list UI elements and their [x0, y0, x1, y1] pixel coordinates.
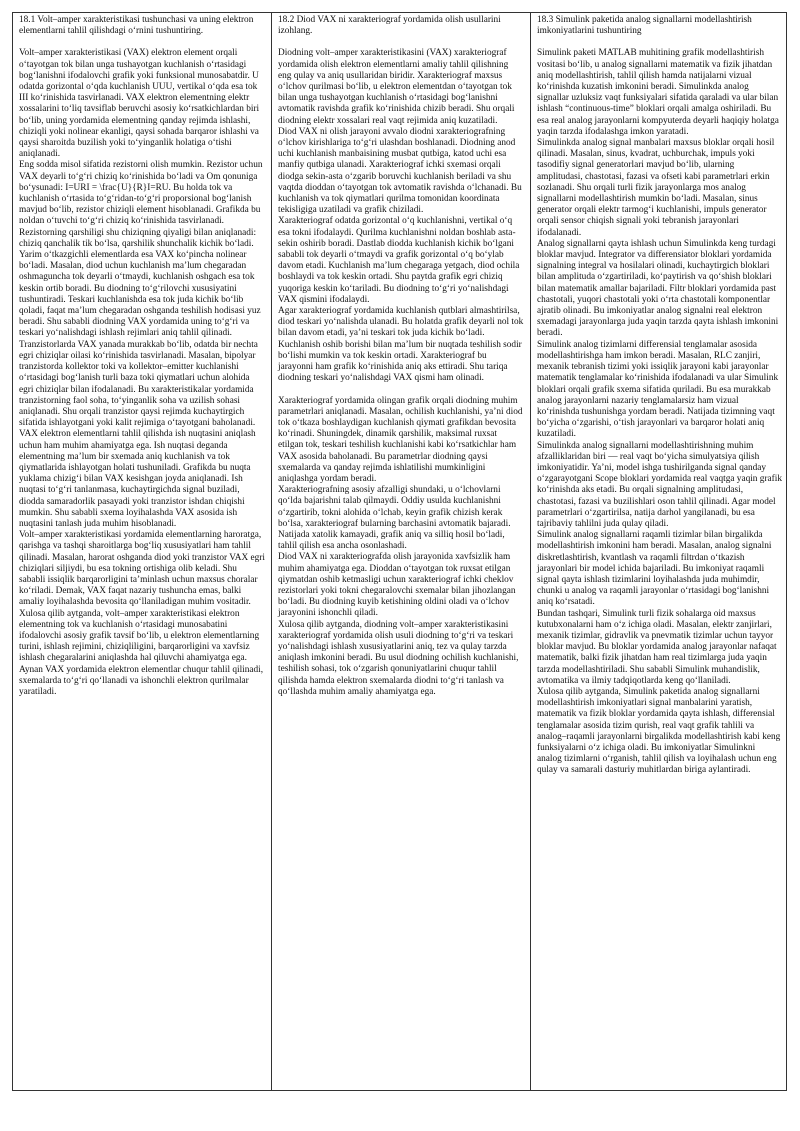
paragraph: Eng sodda misol sifatida rezistorni olish mumkin. Rezistor uchun VAX deyarli toʻgʻri chiziq koʻrinishida boʻladi va Om qonuniga boʻysunadi: I=URI = \frac{U}{R}I=RU. Bu holda tok va kuchlanish oʻrtasida toʻgʻridan-toʻgʻri proporsional bogʻlanish mavjud boʻlib, rezistor chiziqli element hisoblanadi. Grafikda bu noldan oʻtuvchi toʻgʻri chiziq koʻrinishida tasvirlanadi. Rezistorning qarshiligi shu chiziqning qiyaligi bilan aniqlanadi: chiziq qanchalik tik boʻlsa, qarshilik shunchalik kichik boʻladi. [19, 160, 263, 249]
section-title: 18.1 Volt–amper xarakteristikasi tushunchasi va uning elektron elementlarni tahlil qilishdagi oʻrnini tushuntiring. [19, 15, 254, 37]
paragraph: Simulinkda analog signal manbalari maxsus bloklar orqali hosil qilinadi. Masalan, sinus, kvadrat, uchburchak, impuls yoki tasodifiy signal generatorlari mavjud boʻlib, ularning amplitudasi, chastotasi, fazasi va ofseti kabi parametrlari erkin sozlanadi. Shu orqali turli fizik jarayonlarga mos analog signallarni modellashtirish mumkin boʻladi. Masalan, sinus generator orqali elektr tarmogʻi kuchlanishi, impuls generator orqali sensor chiqish signali yoki tebranish jarayonlari ifodalanadi. [537, 138, 775, 238]
paragraph: Diodning volt–amper xarakteristikasini (VAX) xarakteriograf yordamida olish elektron elementlarni amaliy tahlil qilishning eng qulay va aniq usullaridan biridir. Xarakteriograf maxsus oʻlchov qurilmasi boʻlib, u elektron elementdan oʻtayotgan tok bilan unga tushayotgan kuchlanish oʻrtasidagi bogʻlanishni avtomatik ravishda grafik koʻrinishida chizib beradi. Shu orqali diodning elektr xossalari real vaqt rejimida aniq kuzatiladi. [278, 48, 515, 126]
paragraph: Simulink analog signallarni raqamli tizimlar bilan birgalikda modellashtirish imkonini ham beradi. Masalan, analog signalni diskretlashtirish, kvantlash va raqamli filtrdan oʻtkazish jarayonlari bir model ichida bajariladi. Bu imkoniyat raqamli signal qayta ishlash tizimlarini loyihalashda juda muhimdir, chunki u analog va raqamli jarayonlar oʻrtasidagi bogʻlanishni aniq koʻrsatadi. [537, 530, 772, 608]
section-title: 18.2 Diod VAX ni xarakteriograf yordamida olish usullarini izohlang. [278, 15, 501, 37]
paragraph: Xarakteriograf odatda gorizontal oʻq kuchlanishni, vertikal oʻq esa tokni ifodalaydi. Qurilma kuchlanishni noldan boshlab asta-sekin oshirib boradi. Dastlab diodda kuchlanish kichik boʻlgani sababli tok deyarli oʻtmaydi va grafik gorizontal oʻq boʻylab davom etadi. Kuchlanish maʼlum chegaraga yetgach, diod ochila boshlaydi va tok keskin ortadi. Shu paytda grafik egri chiziq yuqoriga keskin koʻtariladi. Bu diodning toʻgʻri yoʻnalishdagi VAX qismini ifodalaydi. [278, 216, 520, 305]
paragraph: Tranzistorlarda VAX yanada murakkab boʻlib, odatda bir nechta egri chiziqlar oilasi koʻrinishida tasvirlanadi. Masalan, bipolyar tranzistorda kollektor toki va kollektor–emitter kuchlanishi oʻrtasidagi bogʻlanish turli baza toki qiymatlari uchun alohida egri chiziqlar bilan ifodalanadi. Bu xarakteristikalar yordamida tranzistorning faol soha, toʻyinganlik soha va uzilish sohasi aniqlanadi. Shu orqali tranzistor qaysi rejimda kuchaytirgich sifatida ishlayotgani yoki kalit rejimiga oʻtayotgani baholanadi. [19, 339, 258, 429]
paragraph: Bundan tashqari, Simulink turli fizik sohalarga oid maxsus kutubxonalarni ham oʻz ichiga oladi. Masalan, elektr zanjirlari, mexanik tizimlar, gidravlik va pnevmatik tizimlar uchun tayyor bloklar mavjud. Bu bloklar yordamida analog jarayonlar nafaqat matematik, balki fizik jihatdan ham real tizimlarga juda yaqin tarzda modellashtiriladi. Shu sababli Simulink muhandislik, avtomatika va ilmiy tadqiqotlarda keng qoʻllaniladi. [537, 608, 777, 686]
paragraph: VAX elektron elementlarni tahlil qilishda ish nuqtasini aniqlash uchun ham muhim ahamiyatga ega. Ish nuqtasi deganda elementning maʼlum bir sxemada aniq kuchlanish va tok qiymatlarida ishlayotgan holati tushuniladi. Grafikda bu nuqta yuklama chizigʻi bilan VAX kesishgan joyda aniqlanadi. Ish nuqtasi toʻgʻri tanlanmasa, kuchaytirgichda signal buziladi, diodda samaradorlik pasayadi yoki tranzistor ishdan chiqishi mumkin. Shu sababli sxema loyihalashda VAX asosida ish nuqtasini tanlash juda muhim hisoblanadi. [19, 429, 256, 529]
paragraph: Xulosa qilib aytganda, volt–amper xarakteristikasi elektron elementning tok va kuchlanish oʻrtasidagi munosabatini ifodalovchi asosiy grafik tavsif boʻlib, u elektron elementlarning turini, ishlash rejimini, chiziqliligini, barqarorligini va xavfsiz ishlash chegaralarini aniqlashda hal qiluvchi ahamiyatga ega. Aynan VAX yordamida elektron elementlar chuqur tahlil qilinadi, sxemalarda toʻgʻri qoʻllanadi va ishonchli elektron qurilmalar yaratiladi. [19, 608, 264, 697]
paragraph: Simulink paketi MATLAB muhitining grafik modellashtirish vositasi boʻlib, u analog signallarni matematik va fizik jihatdan aniq modellashtirish, tahlil qilish hamda natijalarni vizual koʻrinishda kuzatish imkonini beradi. Simulinkda analog signallar uzluksiz vaqt funksiyalari sifatida qaraladi va ular bilan ishlash “continuous-time” bloklari orqali amalga oshiriladi. Bu esa real analog jarayonlarni kompyuterda deyarli haqiqiy holatga yaqin tarzda ifodalashga imkon yaratadi. [537, 48, 779, 137]
document-page [12, 12, 787, 1091]
column-18-3 [530, 13, 788, 1090]
paragraph: Volt–amper xarakteristikasi yordamida elementlarning haroratga, qarishga va tashqi sharoitlarga bogʻliq xususiyatlari ham tahlil qilinadi. Masalan, harorat oshganda diod yoki tranzistor VAX egri chiziqlari siljiydi, bu esa tokning ortishiga olib keladi. Shu sababli issiqlik barqarorligini taʼminlash uchun maxsus choralar koʻriladi. Demak, VAX faqat nazariy tushuncha emas, balki amaliy loyihalashda bevosita qoʻllaniladigan muhim vositadir. [19, 530, 265, 608]
column-18-1 [13, 13, 271, 1090]
paragraph: Diod VAX ni olish jarayoni avvalo diodni xarakteriografning oʻlchov kirishlariga toʻgʻri ulashdan boshlanadi. Diodning anod uchi kuchlanish manbaisining musbat qutbiga, katod uchi esa manfiy qutbiga ulanadi. Xarakteriograf ichki sxemasi orqali diodga sekin-asta oʻzgarib boruvchi kuchlanish beriladi va shu vaqtda dioddan oʻtayotgan tok avtomatik ravishda oʻlchanadi. Bu kuchlanish va tok qiymatlari qurilma tomonidan koordinata tekisligiga uzatiladi va grafik chiziladi. [278, 126, 522, 216]
paragraph: Yarim oʻtkazgichli elementlarda esa VAX koʻpincha nolinear boʻladi. Masalan, diod uchun kuchlanish maʼlum chegaradan oshmaguncha tok deyarli oʻtmaydi, kuchlanish oshgach esa tok keskin ortib boradi. Bu diodning toʻgʻrilovchi xususiyatini tushuntiradi. Teskari kuchlanishda esa tok juda kichik boʻlib qoladi, faqat maʼlum chegaradan oshganda teshilish hodisasi yuz beradi. Shu sababli diodning VAX yordamida uning toʻgʻri va teskari yoʻnalishdagi ishlash rejimlari aniq tahlil qilinadi. [19, 250, 261, 339]
paragraph: Simulinkda analog signallarni modellashtirishning muhim afzalliklaridan biri — real vaqt boʻyicha simulyatsiya qilish imkoniyatidir. Yaʼni, model ishga tushirilganda signal qanday oʻzgarayotgani Scope bloklari yordamida real vaqtga yaqin grafik koʻrinishda aks etadi. Bu orqali signalning amplitudasi, chastotasi, fazasi va buzilishlari oson tahlil qilinadi. Agar model parametrlari oʻzgartirilsa, natija darhol yangilanadi, bu esa tajribaviy tahlilni juda qulay qiladi. [537, 440, 782, 529]
paragraph: Xulosa qilib aytganda, Simulink paketida analog signallarni modellashtirish imkoniyatlari signal manbalarini yaratish, matematik va fizik bloklar yordamida qayta ishlash, differensial tenglamalar asosida tizim qurish, real vaqt grafik tahlili va analog–raqamli jarayonlarni birgalikda modellashtirish kabi keng funksiyalarni oʻz ichiga oladi. Bu imkoniyatlar Simulinkni analog tizimlarni oʻrganish, tahlil qilish va loyihalash uchun eng qulay va samarali dasturiy muhitlardan biriga aylantiradi. [537, 686, 781, 776]
section-title: 18.3 Simulink paketida analog signallarni modellashtirish imkoniyatlarini tushuntiring [537, 15, 752, 37]
paragraph: Xarakteriografning asosiy afzalligi shundaki, u oʻlchovlarni qoʻlda bajarishni talab qilmaydi. Oddiy usulda kuchlanishni oʻzgartirib, tokni alohida oʻlchab, keyin grafik chizish kerak boʻlsa, xarakteriograf bularning barchasini avtomatik bajaradi. Natijada xatolik kamayadi, grafik aniq va silliq hosil boʻladi, tahlil qilish esa ancha osonlashadi. [278, 485, 511, 552]
paragraph: Analog signallarni qayta ishlash uchun Simulinkda keng turdagi bloklar mavjud. Integrator va differensiator bloklari yordamida signalning integral va hosilalari olinadi, kuchaytirgich bloklari bilan amplituda oʻzgartiriladi, koʻpaytirish va qoʻshish bloklari bilan matematik amallar bajariladi. Filtr bloklari yordamida past chastotali, yuqori chastotali yoki oʻrta chastotali komponentlar ajratib olinadi. Bu imkoniyatlar analog signalni real elektron sxemadagi jarayonlarga juda yaqin tarzda qayta ishlash imkonini beradi. [537, 238, 779, 339]
paragraph: Xulosa qilib aytganda, diodning volt–amper xarakteristikasini xarakteriograf yordamida olish usuli diodning toʻgʻri va teskari yoʻnalishdagi ishlash xususiyatlarini aniq, tez va qulay tarzda aniqlash imkonini beradi. Bu usul diodning ochilish kuchlanishi, teshilish sohasi, tok oʻzgarish qonuniyatlarini chuqur tahlil qilishda hamda elektron sxemalarda diodni toʻgʻri tanlash va qoʻllashda muhim amaliy ahamiyatga ega. [278, 619, 519, 697]
column-18-2 [271, 13, 530, 1090]
paragraph: Diod VAX ni xarakteriografda olish jarayonida xavfsizlik ham muhim ahamiyatga ega. Dioddan oʻtayotgan tok ruxsat etilgan qiymatdan oshib ketmasligi uchun xarakteriograf ichki cheklov rezistorlari yoki tokni chegaralovchi sxemalar bilan jihozlangan boʻladi. Bu diodning kuyib ketishining oldini oladi va oʻlchov jarayonini ishonchli qiladi. [278, 552, 516, 619]
paragraph: Agar xarakteriograf yordamida kuchlanish qutblari almashtirilsa, diod teskari yoʻnalishda ulanadi. Bu holatda grafik deyarli nol tok bilan davom etadi, yaʼni teskari tok juda kichik boʻladi. Kuchlanish oshib borishi bilan maʼlum bir nuqtada teshilish sodir boʻlishi mumkin va tok keskin ortadi. Xarakteriograf bu jarayonni ham grafik koʻrinishida aniq aks ettiradi. Shu tariqa diodning teskari yoʻnalishdagi VAX qismi ham olinadi. [278, 306, 524, 384]
paragraph: Xarakteriograf yordamida olingan grafik orqali diodning muhim parametrlari aniqlanadi. Masalan, ochilish kuchlanishi, yaʼni diod tok oʻtkaza boshlaydigan kuchlanish qiymati grafikdan bevosita koʻrinadi. Shuningdek, dinamik qarshilik, maksimal ruxsat etilgan tok, teskari teshilish kuchlanishi kabi koʻrsatkichlar ham VAX asosida baholanadi. Bu parametrlar diodning qaysi sxemalarda va qanday rejimda ishlatilishi mumkinligini aniqlashga yordam beradi. [278, 395, 523, 484]
paragraph: Simulink analog tizimlarni differensial tenglamalar asosida modellashtirishga ham imkon beradi. Masalan, RLC zanjiri, mexanik tebranish tizimi yoki issiqlik jarayoni kabi jarayonlar matematik tenglamalar koʻrinishida ifodalanadi va ular Simulink bloklari orqali grafik sxema sifatida quriladi. Bu esa murakkab analog jarayonlarni nazariy tenglamalarsiz ham vizual koʻrinishda tushunishga yordam beradi. Natijada tizimning vaqt boʻyicha oʻzgarishi, oʻtish jarayonlari va barqaror holati aniq kuzatiladi. [537, 339, 779, 440]
paragraph: Volt–amper xarakteristikasi (VAX) elektron element orqali oʻtayotgan tok bilan unga tushayotgan kuchlanish oʻrtasidagi bogʻlanishni ifodalovchi grafik yoki funksional munosabatdir. U odatda gorizontal oʻqda kuchlanish UUU, vertikal oʻqda esa tok III koʻrinishida tasvirlanadi. VAX elektron elementning elektr xossalarini toʻliq tavsiflab beruvchi asosiy koʻrsatkichlardan biri boʻlib, uning yordamida elementning qanday rejimda ishlashi, chiziqli yoki nolinear ekanligi, qaysi sohada barqaror ishlashi va qaysi sharoitda buzilish yoki toʻyinganlik holatiga oʻtishi aniqlanadi. [19, 48, 260, 160]
